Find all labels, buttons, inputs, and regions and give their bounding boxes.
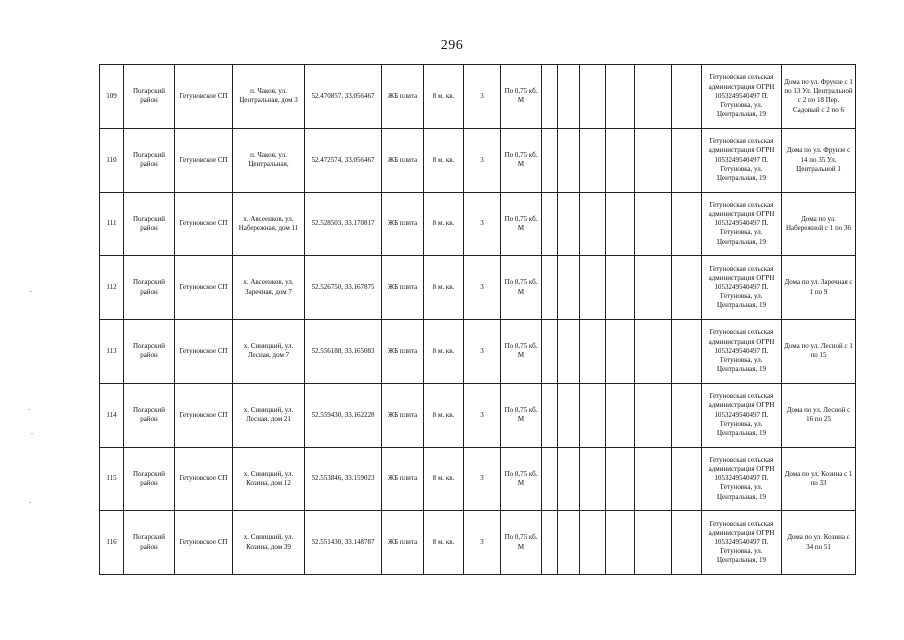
owner-cell: Гетуновская сельская администрация ОГРН 1053249540497 П. Гетуновка, ул. Центральная, 19 — [702, 383, 782, 447]
settlement-cell: Гетуновское СП — [175, 447, 233, 511]
settlement-cell: Гетуновское СП — [175, 128, 233, 192]
area-cell: 8 м. кв. — [424, 511, 464, 575]
empty-cell — [672, 320, 702, 384]
served-houses-cell: Дома по ул. Фрунзе с 14 по 35 Ул. Центральной 1 — [782, 128, 856, 192]
row-number-cell: 114 — [100, 383, 124, 447]
empty-cell — [542, 447, 558, 511]
address-cell: х. Авсеенков, ул. Заречная, дом 7 — [233, 256, 305, 320]
empty-cell — [672, 128, 702, 192]
empty-cell — [558, 128, 580, 192]
scan-speck — [31, 433, 33, 434]
area-cell: 8 м. кв. — [424, 192, 464, 256]
empty-cell — [580, 320, 606, 384]
surface-cell: ЖБ плита — [382, 192, 424, 256]
district-cell: Погарский район — [124, 447, 175, 511]
coordinates-cell: 52.470857, 33.056467 — [305, 65, 382, 129]
owner-cell: Гетуновская сельская администрация ОГРН 1053249540497 П. Гетуновка, ул. Центральная, 19 — [702, 320, 782, 384]
served-houses-cell: Дома по ул. Козина с 1 по 33 — [782, 447, 856, 511]
empty-cell — [635, 192, 672, 256]
empty-cell — [635, 256, 672, 320]
page-number: 296 — [440, 38, 464, 53]
container-volume-cell: По 0,75 кб. М — [501, 128, 542, 192]
owner-cell: Гетуновская сельская администрация ОГРН 1053249540497 П. Гетуновка, ул. Центральная, 19 — [702, 192, 782, 256]
row-number-cell: 115 — [100, 447, 124, 511]
empty-cell — [580, 447, 606, 511]
district-cell: Погарский район — [124, 320, 175, 384]
address-cell: х. Синицкий, ул. Лесная, дом 7 — [233, 320, 305, 384]
container-count-cell: 3 — [464, 447, 501, 511]
surface-cell: ЖБ плита — [382, 447, 424, 511]
empty-cell — [672, 65, 702, 129]
served-houses-cell: Дома по ул. Фрунзе с 1 по 13 Ул. Центральной с 2 по 18 Пер. Садовый с 2 по 6 — [782, 65, 856, 129]
district-cell: Погарский район — [124, 128, 175, 192]
empty-cell — [558, 256, 580, 320]
container-count-cell: 3 — [464, 128, 501, 192]
empty-cell — [542, 65, 558, 129]
container-volume-cell: По 0,75 кб. М — [501, 320, 542, 384]
empty-cell — [606, 511, 635, 575]
table-row — [100, 65, 856, 129]
scan-speck — [29, 502, 31, 503]
owner-cell: Гетуновская сельская администрация ОГРН 1053249540497 П. Гетуновка, ул. Центральная, 19 — [702, 65, 782, 129]
district-cell: Погарский район — [124, 192, 175, 256]
settlement-cell: Гетуновское СП — [175, 511, 233, 575]
registry-table — [99, 64, 856, 575]
container-count-cell: 3 — [464, 383, 501, 447]
empty-cell — [635, 320, 672, 384]
served-houses-cell: Дома по ул. Заречная с 1 по 9 — [782, 256, 856, 320]
owner-cell: Гетуновская сельская администрация ОГРН 1053249540497 П. Гетуновка, ул. Центральная, 19 — [702, 256, 782, 320]
container-count-cell: 3 — [464, 65, 501, 129]
surface-cell: ЖБ плита — [382, 383, 424, 447]
empty-cell — [635, 65, 672, 129]
row-number-cell: 109 — [100, 65, 124, 129]
empty-cell — [580, 192, 606, 256]
served-houses-cell: Дома по ул. Лесной с 1 по 15 — [782, 320, 856, 384]
empty-cell — [558, 511, 580, 575]
served-houses-cell: Дома по ул. Козина с 34 по 51 — [782, 511, 856, 575]
container-count-cell: 3 — [464, 511, 501, 575]
scan-speck — [28, 409, 30, 410]
empty-cell — [558, 447, 580, 511]
row-number-cell: 113 — [100, 320, 124, 384]
coordinates-cell: 52.526750, 33.167875 — [305, 256, 382, 320]
coordinates-cell: 52.556188, 33.165083 — [305, 320, 382, 384]
served-houses-cell: Дома по ул. Лесной с 16 по 25 — [782, 383, 856, 447]
empty-cell — [542, 192, 558, 256]
empty-cell — [606, 192, 635, 256]
row-number-cell: 112 — [100, 256, 124, 320]
row-number-cell: 110 — [100, 128, 124, 192]
container-volume-cell: По 0,75 кб. М — [501, 511, 542, 575]
address-cell: х. Синицкий, ул. Лесная, дом 21 — [233, 383, 305, 447]
empty-cell — [635, 511, 672, 575]
table-row — [100, 128, 856, 192]
empty-cell — [558, 65, 580, 129]
address-cell: х. Авсеенков, ул. Набережная, дом 11 — [233, 192, 305, 256]
empty-cell — [672, 192, 702, 256]
empty-cell — [542, 511, 558, 575]
empty-cell — [635, 447, 672, 511]
table-row — [100, 320, 856, 384]
empty-cell — [606, 320, 635, 384]
district-cell: Погарский район — [124, 65, 175, 129]
empty-cell — [635, 128, 672, 192]
container-volume-cell: По 0,75 кб. М — [501, 256, 542, 320]
address-cell: п. Чаков, ул. Центральная, — [233, 128, 305, 192]
container-count-cell: 3 — [464, 256, 501, 320]
coordinates-cell: 52.559430, 33.162228 — [305, 383, 382, 447]
table-row — [100, 256, 856, 320]
empty-cell — [542, 128, 558, 192]
address-cell: п. Чаков, ул. Центральная, дом 3 — [233, 65, 305, 129]
container-volume-cell: По 0,75 кб. М — [501, 192, 542, 256]
district-cell: Погарский район — [124, 511, 175, 575]
table-row — [100, 383, 856, 447]
empty-cell — [580, 128, 606, 192]
settlement-cell: Гетуновское СП — [175, 383, 233, 447]
container-count-cell: 3 — [464, 320, 501, 384]
surface-cell: ЖБ плита — [382, 511, 424, 575]
empty-cell — [672, 383, 702, 447]
area-cell: 8 м. кв. — [424, 65, 464, 129]
table-row — [100, 192, 856, 256]
settlement-cell: Гетуновское СП — [175, 320, 233, 384]
table-row — [100, 511, 856, 575]
surface-cell: ЖБ плита — [382, 65, 424, 129]
empty-cell — [672, 256, 702, 320]
scan-speck — [30, 291, 32, 292]
empty-cell — [580, 256, 606, 320]
empty-cell — [606, 65, 635, 129]
table-row — [100, 447, 856, 511]
empty-cell — [558, 192, 580, 256]
empty-cell — [606, 128, 635, 192]
area-cell: 8 м. кв. — [424, 447, 464, 511]
owner-cell: Гетуновская сельская администрация ОГРН 1053249540497 П. Гетуновка, ул. Центральная, 19 — [702, 128, 782, 192]
area-cell: 8 м. кв. — [424, 383, 464, 447]
empty-cell — [635, 383, 672, 447]
empty-cell — [542, 256, 558, 320]
surface-cell: ЖБ плита — [382, 256, 424, 320]
empty-cell — [672, 447, 702, 511]
district-cell: Погарский район — [124, 256, 175, 320]
owner-cell: Гетуновская сельская администрация ОГРН 1053249540497 П. Гетуновка, ул. Центральная, 19 — [702, 447, 782, 511]
empty-cell — [580, 65, 606, 129]
container-volume-cell: По 0,75 кб. М — [501, 447, 542, 511]
area-cell: 8 м. кв. — [424, 256, 464, 320]
empty-cell — [542, 383, 558, 447]
registry-rows — [100, 65, 856, 575]
empty-cell — [558, 320, 580, 384]
surface-cell: ЖБ плита — [382, 128, 424, 192]
empty-cell — [542, 320, 558, 384]
row-number-cell: 111 — [100, 192, 124, 256]
area-cell: 8 м. кв. — [424, 128, 464, 192]
empty-cell — [580, 383, 606, 447]
container-volume-cell: По 0,75 кб. М — [501, 65, 542, 129]
empty-cell — [672, 511, 702, 575]
address-cell: х. Синицкий, ул. Козина, дом 39 — [233, 511, 305, 575]
empty-cell — [606, 447, 635, 511]
owner-cell: Гетуновская сельская администрация ОГРН 1053249540497 П. Гетуновка, ул. Центральная, 19 — [702, 511, 782, 575]
settlement-cell: Гетуновское СП — [175, 192, 233, 256]
row-number-cell: 116 — [100, 511, 124, 575]
address-cell: х. Синицкий, ул. Козина, дом 12 — [233, 447, 305, 511]
empty-cell — [558, 383, 580, 447]
coordinates-cell: 52.551430, 33.148787 — [305, 511, 382, 575]
served-houses-cell: Дома по ул. Набережной с 1 по 36 — [782, 192, 856, 256]
empty-cell — [580, 511, 606, 575]
district-cell: Погарский район — [124, 383, 175, 447]
surface-cell: ЖБ плита — [382, 320, 424, 384]
empty-cell — [606, 256, 635, 320]
settlement-cell: Гетуновское СП — [175, 65, 233, 129]
container-count-cell: 3 — [464, 192, 501, 256]
area-cell: 8 м. кв. — [424, 320, 464, 384]
settlement-cell: Гетуновское СП — [175, 256, 233, 320]
coordinates-cell: 52.553846, 33.159023 — [305, 447, 382, 511]
coordinates-cell: 52.528503, 33.170817 — [305, 192, 382, 256]
empty-cell — [606, 383, 635, 447]
container-volume-cell: По 0,75 кб. М — [501, 383, 542, 447]
coordinates-cell: 52.472574, 33.056467 — [305, 128, 382, 192]
